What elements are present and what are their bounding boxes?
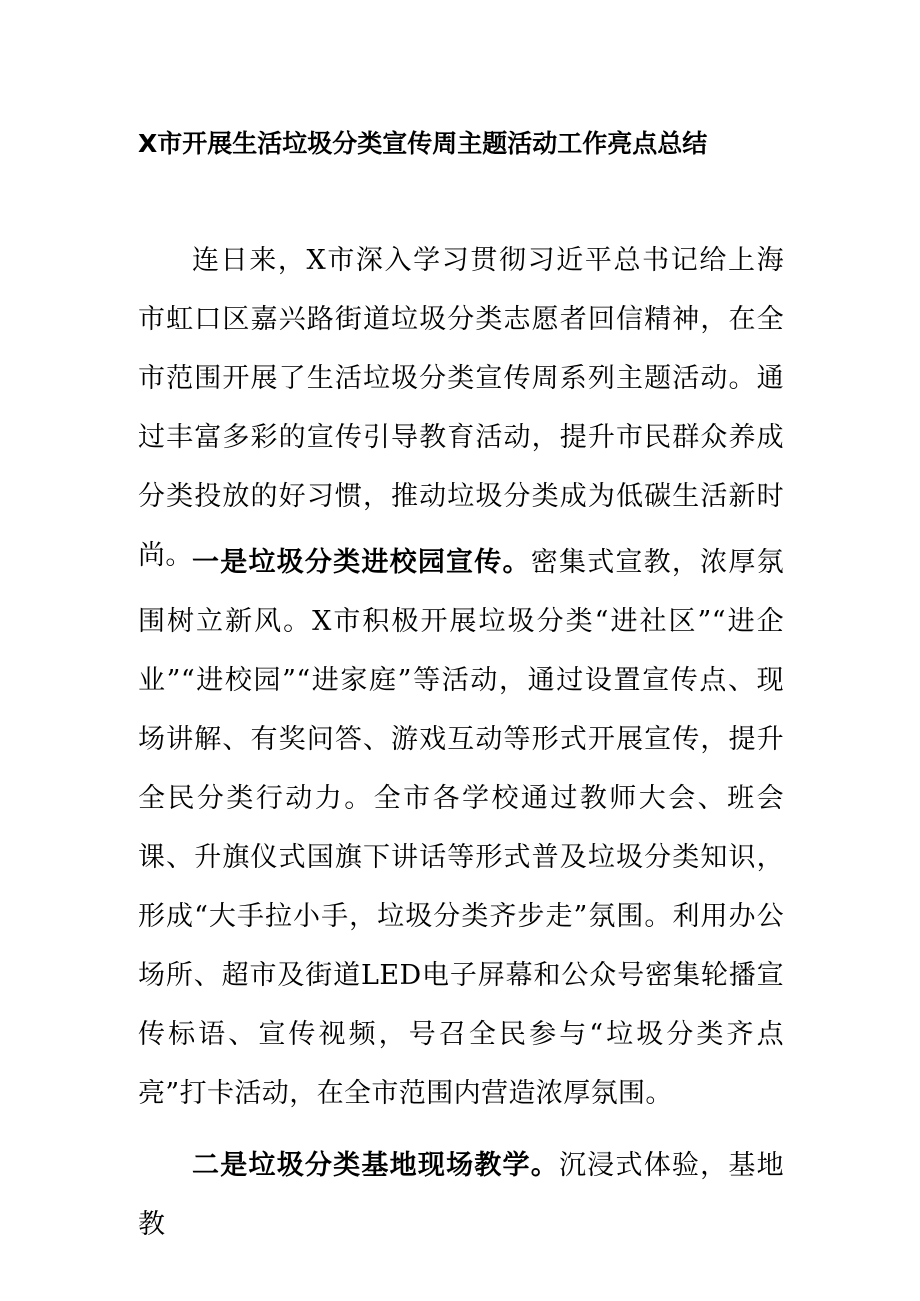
- paragraph-section-2: [138, 1136, 784, 1254]
- section-2-text: 沉浸式体验，基地教: [138, 1150, 785, 1240]
- paragraph-intro-text: 连日来，X市深入学习贯彻习近平总书记给上海市虹口区嘉兴路街道垃圾分类志愿者回信精神，在全市范围开展了生活垃圾分类宣传周系列主题活动。通过丰富多彩的宣传引导教育活动，提升市民群众养成分类投放的好习惯，推动垃圾分类成为低碳生活新时尚。: [138, 245, 784, 571]
- document-title: X市开展生活垃圾分类宣传周主题活动工作亮点总结: [138, 129, 708, 158]
- section-1-text: 密集式宣教，浓厚氛围树立新风。X市积极开展垃圾分类“进社区”“进企业”“进校园”“进家庭”等活动，通过设置宣传点、现场讲解、有奖问答、游戏互动等形式开展宣传，提升全民分类行动力。全市各学校通过教师大会、班会课、升旗仪式国旗下讲话等形式普及垃圾分类知识，形成“大手拉小手，垃圾分类齐步走”氛围。利用办公场所、超市及街道LED电子屏幕和公众号密集轮播宣传标语、宣传视频，号召全民参与“垃圾分类齐点亮”打卡活动，在全市范围内营造浓厚氛围。: [138, 547, 784, 1109]
- section-2-heading: 二是垃圾分类基地现场教学。: [192, 1150, 559, 1181]
- section-1-heading: 一是垃圾分类进校园宣传。: [192, 547, 531, 578]
- paragraph-intro: [138, 231, 784, 585]
- paragraph-section-1: [138, 533, 784, 1123]
